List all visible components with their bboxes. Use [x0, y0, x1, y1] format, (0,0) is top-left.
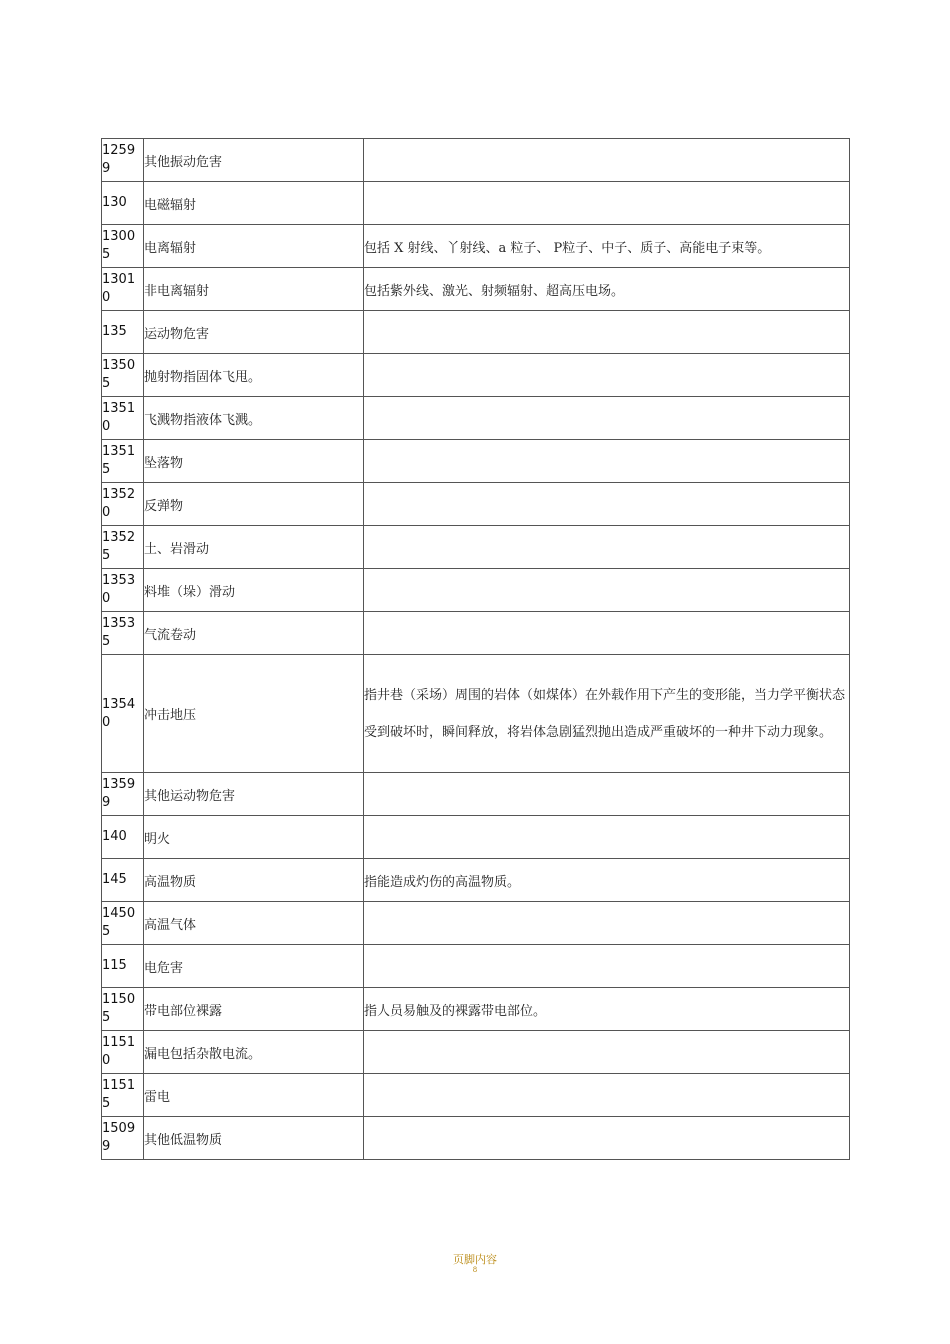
hazard-table: [101, 138, 850, 1160]
hazard-description: [364, 1031, 850, 1074]
hazard-code: 135: [102, 311, 144, 354]
hazard-code: 140: [102, 816, 144, 859]
table-row: [102, 612, 850, 655]
hazard-description: [364, 612, 850, 655]
hazard-description: [364, 354, 850, 397]
hazard-code: 13599: [102, 773, 144, 816]
table-row: [102, 526, 850, 569]
hazard-name: 非电离辐射: [144, 268, 364, 311]
hazard-code: 11515: [102, 1074, 144, 1117]
hazard-description: [364, 902, 850, 945]
hazard-name: 气流卷动: [144, 612, 364, 655]
footer-text: 页脚内容: [453, 1253, 497, 1266]
hazard-code: 13005: [102, 225, 144, 268]
hazard-name: 漏电包括杂散电流。: [144, 1031, 364, 1074]
hazard-name: 高温气体: [144, 902, 364, 945]
hazard-name: 高温物质: [144, 859, 364, 902]
hazard-description: [364, 440, 850, 483]
table-row: [102, 440, 850, 483]
hazard-description: [364, 483, 850, 526]
hazard-description: [364, 569, 850, 612]
hazard-name: 带电部位裸露: [144, 988, 364, 1031]
hazard-code: 13525: [102, 526, 144, 569]
hazard-description: [364, 397, 850, 440]
hazard-name: 电危害: [144, 945, 364, 988]
table-row: [102, 859, 850, 902]
hazard-description: [364, 1117, 850, 1160]
hazard-code: 13515: [102, 440, 144, 483]
table-row: [102, 225, 850, 268]
hazard-description: [364, 816, 850, 859]
hazard-description: [364, 311, 850, 354]
table-row: [102, 268, 850, 311]
hazard-description: [364, 773, 850, 816]
table-row: [102, 1117, 850, 1160]
hazard-description: 指能造成灼伤的高温物质。: [364, 859, 850, 902]
hazard-code: 13010: [102, 268, 144, 311]
hazard-description: [364, 1074, 850, 1117]
hazard-name: 其他振动危害: [144, 139, 364, 182]
hazard-code: 14505: [102, 902, 144, 945]
hazard-code: 13530: [102, 569, 144, 612]
hazard-code: 12599: [102, 139, 144, 182]
hazard-code: 13505: [102, 354, 144, 397]
hazard-code: 130: [102, 182, 144, 225]
hazard-name: 其他运动物危害: [144, 773, 364, 816]
hazard-code: 145: [102, 859, 144, 902]
hazard-name: 飞溅物指液体飞溅。: [144, 397, 364, 440]
hazard-name: 电离辐射: [144, 225, 364, 268]
hazard-description: 指井巷（采场）周围的岩体（如煤体）在外载作用下产生的变形能，当力学平衡状态受到破坏时，瞬间释放，将岩体急剧猛烈抛出造成严重破坏的一种井下动力现象。: [364, 655, 850, 773]
table-row: [102, 182, 850, 225]
table-row: [102, 354, 850, 397]
table-row: [102, 1074, 850, 1117]
table-row: [102, 902, 850, 945]
hazard-code: 13540: [102, 655, 144, 773]
hazard-name: 料堆（垛）滑动: [144, 569, 364, 612]
hazard-code: 13510: [102, 397, 144, 440]
hazard-description: 包括紫外线、激光、射频辐射、超高压电场。: [364, 268, 850, 311]
table-row: [102, 569, 850, 612]
hazard-code: 11505: [102, 988, 144, 1031]
table-row: [102, 1031, 850, 1074]
hazard-code: 11510: [102, 1031, 144, 1074]
table-row: [102, 816, 850, 859]
table-row: [102, 773, 850, 816]
hazard-name: 土、岩滑动: [144, 526, 364, 569]
hazard-code: 13520: [102, 483, 144, 526]
hazard-name: 冲击地压: [144, 655, 364, 773]
page-number: 8: [472, 1266, 478, 1274]
table-row: [102, 988, 850, 1031]
hazard-description: 指人员易触及的裸露带电部位。: [364, 988, 850, 1031]
table-row: [102, 139, 850, 182]
hazard-code: 115: [102, 945, 144, 988]
hazard-code: 13535: [102, 612, 144, 655]
hazard-code: 15099: [102, 1117, 144, 1160]
table-row: [102, 483, 850, 526]
hazard-description: [364, 526, 850, 569]
hazard-name: 电磁辐射: [144, 182, 364, 225]
hazard-name: 反弹物: [144, 483, 364, 526]
hazard-name: 明火: [144, 816, 364, 859]
table-row: [102, 655, 850, 773]
hazard-description: [364, 139, 850, 182]
hazard-name: 抛射物指固体飞甩。: [144, 354, 364, 397]
hazard-name: 其他低温物质: [144, 1117, 364, 1160]
hazard-name: 坠落物: [144, 440, 364, 483]
table-row: [102, 945, 850, 988]
page-footer: [0, 1251, 950, 1274]
hazard-description: 包括 X 射线、丫射线、a 粒子、 P粒子、中子、质子、高能电子束等。: [364, 225, 850, 268]
table-row: [102, 311, 850, 354]
table-row: [102, 397, 850, 440]
hazard-name: 雷电: [144, 1074, 364, 1117]
hazard-description: [364, 182, 850, 225]
hazard-description: [364, 945, 850, 988]
hazard-name: 运动物危害: [144, 311, 364, 354]
